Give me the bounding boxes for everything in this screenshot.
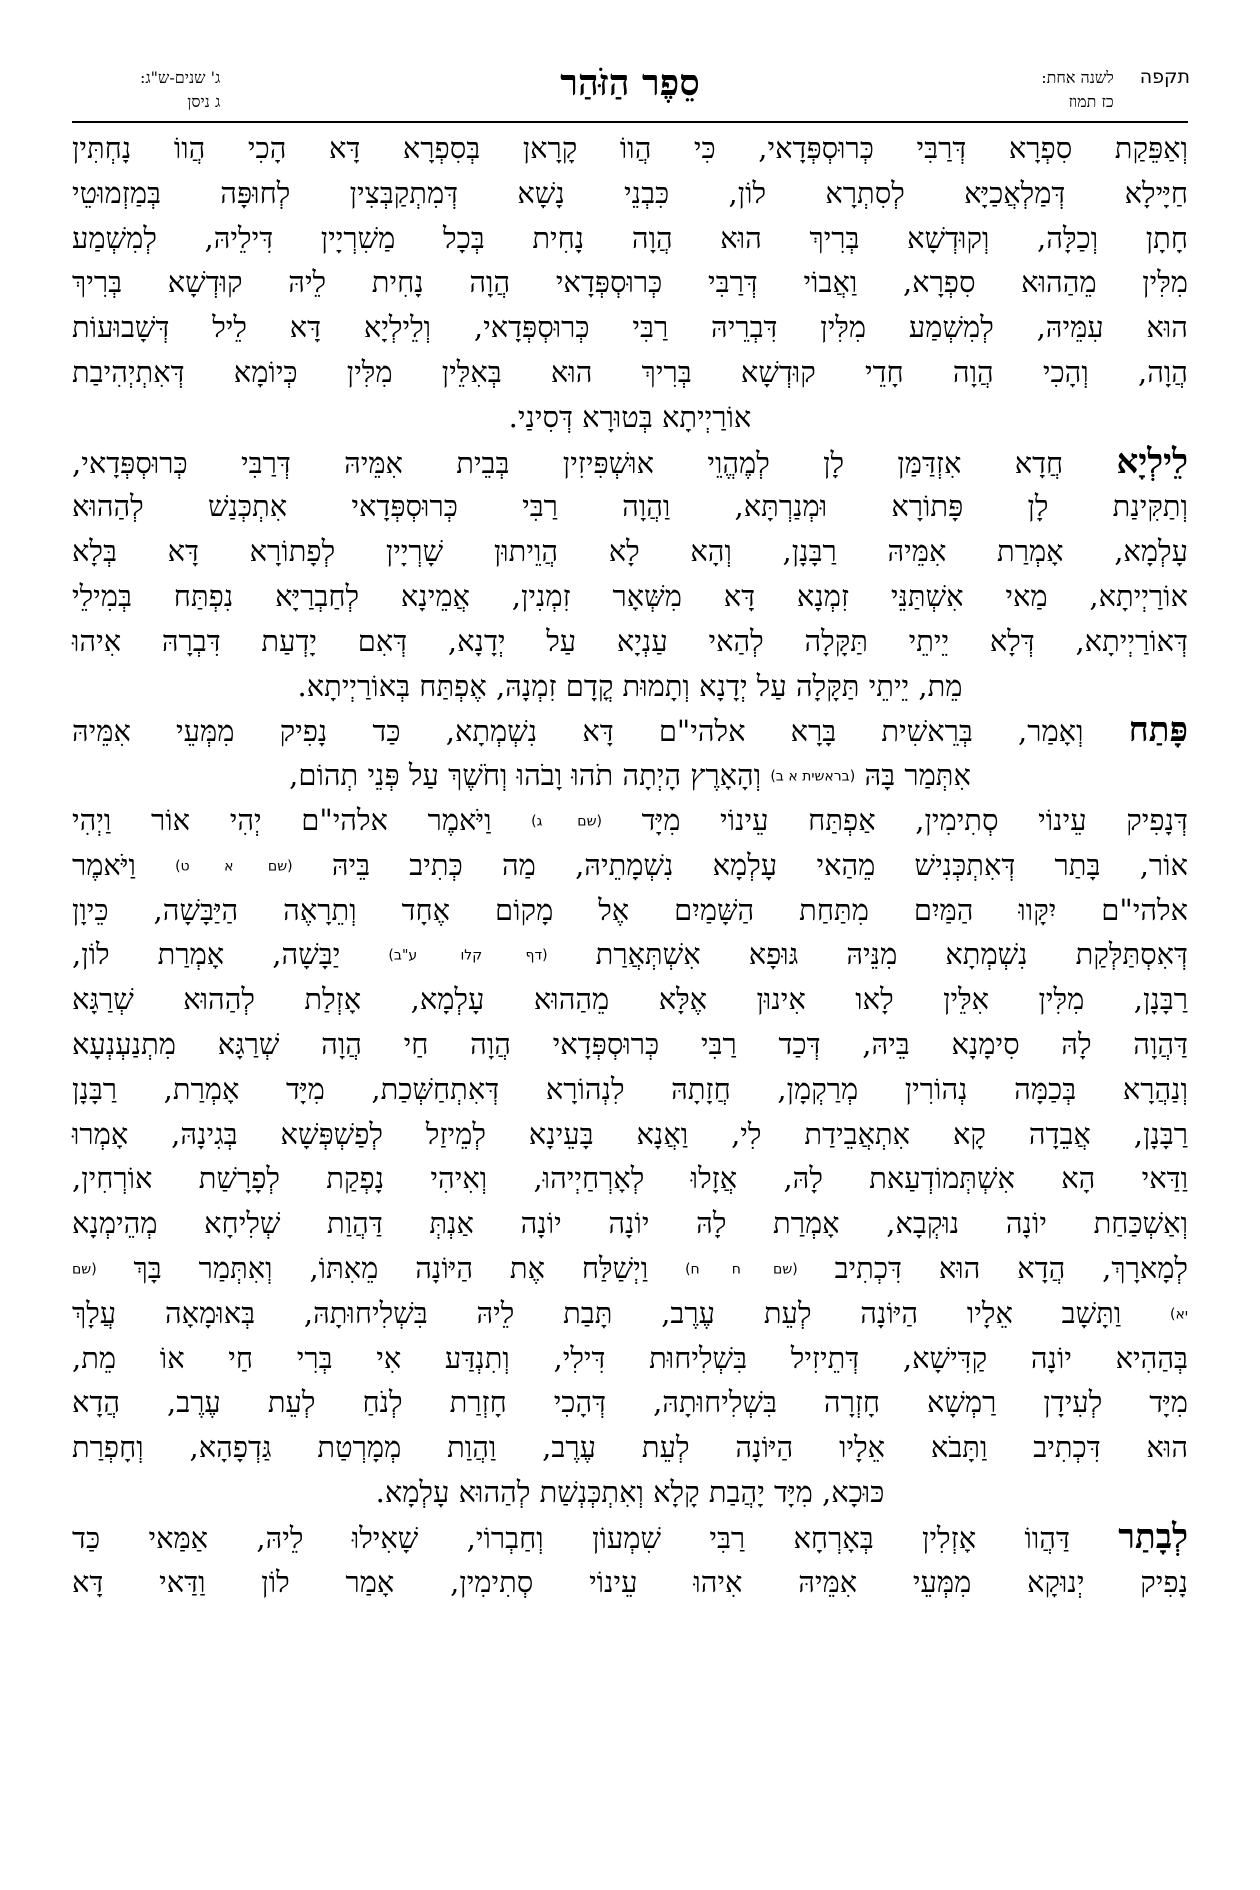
paragraph-opening-word: פָּתַח xyxy=(1128,710,1188,751)
text-line xyxy=(72,1336,1188,1381)
line-text: לְמָארָךְ, הֲדָא הוּא דִּכְתִיב xyxy=(797,1250,1188,1285)
tikufa-label: תקפה xyxy=(1139,66,1190,88)
text-line xyxy=(72,619,1188,664)
line-text: בְּהַהִיא יוֹנָה קַדִּישָׁא, דְּתֵיזִיל בִּשְׁלִיחוּת דִּילִי, וְתִנְדַּע אִי בְּרִי חַי אוֹ מֵת, xyxy=(72,1340,1188,1375)
text-line xyxy=(72,1560,1188,1605)
one-year-date: כז תמוז xyxy=(1068,92,1114,111)
scripture-reference: (דף קלו ע"ב) xyxy=(388,947,548,964)
line-text: דְּנָפִיק עֵינוֹי סְתִימִין, אַפְתַּח עֵינוֹי מִיָּד xyxy=(601,802,1188,837)
line-text: וְתַקִּינַת לָן פָּתוֹרָא וּמְנַרְתָּא, וַהֲוָה רַבִּי כְּרוּסְפְּדָאי אִתְכְּנַשׁ לְהַהוּא xyxy=(72,489,1188,524)
text-line xyxy=(72,171,1188,216)
line-text: וַיְשַׁלַּח אֶת הַיּוֹנָה מֵאִתּוֹ, וְאִתְּמַר בָּךְ xyxy=(96,1250,686,1285)
header-right xyxy=(1041,66,1190,114)
line-text: דַּהֲוָה לָהּ סִימָנָא בֵּיהּ, דְּכַד רַבִּי כְּרוּסְפְּדָאי הֲוָה חַי הֲוָה שְׁרַגָּא מִתְנַעְנְעָא xyxy=(72,1026,1188,1061)
text-line xyxy=(72,1022,1188,1067)
line-text: הֲוָה, וְהָכִי הֲוָה חָדֵי קוּדְשָׁא בְּרִיךְ הוּא בְּאִלֵּין מִלִּין כְּיוֹמָא דְּאִתְיְהִיבַת xyxy=(72,354,1188,389)
text-line xyxy=(72,1156,1188,1201)
line-text: רַבָּנָן, מִלִּין אִלֵּין לָאו אִינוּן אֶלָּא מֵהַהוּא עָלְמָא, אָזְלַת לְהַהוּא שְׁרַגָּא xyxy=(72,982,1188,1017)
line-text: וְהָאָרֶץ הָיְתָה תֹהוּ וָבֹהוּ וְחֹשֶׁךְ עַל פְּנֵי תְהוֹם, xyxy=(289,758,771,793)
line-text: עָלְמָא, אָמְרַת אִמֵּיהּ רַבָּנָן, וְהָא לָא הֲוֵיתוּן שָׁרְיָין לְפָתוֹרָא דָּא בְּלָא xyxy=(72,534,1188,569)
text-line xyxy=(72,574,1188,619)
text-line xyxy=(72,1291,1188,1336)
line-text: אוֹרַיְיתָא, מַאי אִשְׁתַּנֵּי זִמְנָא דָּא מִשְּׁאָר זִמְנִין, אֲמֵינָא לְחַבְרַיָּא נִפְתַּח בְּמִילֵי xyxy=(72,578,1188,613)
text-line xyxy=(72,529,1188,574)
text-line xyxy=(72,888,1188,933)
text-line xyxy=(72,395,1188,440)
line-text: וַיֹּאמֶר xyxy=(72,847,176,882)
line-text: דַּהֲווֹ אָזְלִין בְּאָרְחָא רַבִּי שִׁמְעוֹן וְחַבְרוֹי, שָׁאִילוּ לֵיהּ, אַמַּאי כַּד xyxy=(72,1520,1119,1555)
text-line xyxy=(72,350,1188,395)
paragraph-opening-word: לֵילְיָא xyxy=(1116,441,1188,482)
one-year-label: לשנה אחת: xyxy=(1041,68,1114,87)
text-line xyxy=(72,708,1188,753)
line-text: רַבָּנָן, אֲבֵדָה קָא אִתְאֲבֵידַת לִי, וַאֲנָא בָּעֵינָא לְמֵיזַל לְפַשְׁפְּשָׁא בְּגִינָהּ, אָמְרוּ xyxy=(72,1116,1188,1151)
line-text: נָפִיק יְנוּקָא מִמְּעֵי אִמֵּיהּ אִיהוּ עֵינוֹי סְתִימִין, אָמַר לוֹן וַדַּאי דָּא xyxy=(72,1564,1188,1599)
text-line xyxy=(72,260,1188,305)
line-text: מִיָּד לְעִידָן רַמְשָׁא חָזְרָה בִּשְׁלִיחוּתָהּ, דְּהָכִי חָזְרַת לְנֹחַ לְעֵת עֶרֶב, הֲדָא xyxy=(72,1385,1188,1420)
text-line xyxy=(72,305,1188,350)
text-line xyxy=(72,977,1188,1022)
page-header xyxy=(70,62,1190,120)
text-line xyxy=(72,1470,1188,1515)
text-line xyxy=(72,798,1188,843)
header-rule xyxy=(72,121,1188,123)
text-line xyxy=(72,1112,1188,1157)
line-text: דְּאִסְתַּלְּקַת נִשְׁמְתָא מִנֵּיהּ גּוּפָא אִשְׁתְּאֲרַת xyxy=(547,937,1188,972)
line-text: חַיָּילָא דְּמַלְאֲכַיָּא לְסִתְרָא לוֹן, כִּבְנֵי נָשָׁא דְּמִתְקַבְּצִין לְחוּפָּה בְּמַזְמוּטֵי xyxy=(72,175,1188,210)
three-year-schedule xyxy=(140,66,220,114)
line-text: יַבָּשָׁה, אָמְרַת לוֹן, xyxy=(72,937,389,972)
line-text: הוּא עִמֵּיהּ, לְמִשְׁמַע מִלִּין דִּבְרֵיהּ רַבִּי כְּרוּסְפְּדָאי, וְלֵילְיָא דָּא לֵיל דְּשָׁבוּעוֹת xyxy=(72,310,1188,345)
line-text: חֲדָא אִזְדַּמַּן לָן לְמֶהֱוֵי אוּשְׁפִּיזִין בְּבֵית אִמֵּיהּ דְּרַבִּי כְּרוּסְפְּדָאי, xyxy=(72,445,1117,480)
book-title: סֵפֶר הַזֹּהַר xyxy=(560,62,700,104)
line-text: דְּאוֹרַיְיתָא, דְּלָא יֵיתֵי תַּקָּלָה לְהַאי עַנְיָא עַל יְדָנָא, דְּאִם יָדְעַת דִּבְרָהּ אִיהוּ xyxy=(72,623,1188,658)
text-line xyxy=(72,1515,1188,1560)
line-text: הוּא דִּכְתִיב וַתָּבֹא אֵלָיו הַיּוֹנָה לְעֵת עֶרֶב, וַהֲוַת מְמָרְטַת גַּדְפָהָא, וְחָפְרַת xyxy=(72,1430,1188,1465)
line-text: וְאָמַר, בְּרֵאשִׁית בָּרָא אלהי"ם דָּא נִשְׁמְתָא, כַּד נָפִיק מִמְּעֵי אִמֵּיהּ xyxy=(72,714,1129,749)
line-text: וַיֹּאמֶר אלהי"ם יְהִי אוֹר וַיְהִי xyxy=(72,802,532,837)
text-line xyxy=(72,1425,1188,1470)
text-line xyxy=(72,843,1188,888)
line-text: וַדַּאי הָא אִשְׁתְּמוֹדְעַאת לָהּ, אֲזָלוּ לְאָרְחַיְיהוּ, וְאִיהִי נָפְקַת לְפָרָשַׁת אוֹרְחִין, xyxy=(72,1161,1188,1196)
text-line xyxy=(72,440,1188,485)
line-text: מִלִּין מֵהַהוּא סִפְרָא, וַאֲבוֹי דְּרַבִּי כְּרוּסְפְּדָאי הֲוָה נָחִית לֵיהּ קוּדְשָׁא בְּרִיךְ xyxy=(72,265,1188,300)
one-year-schedule xyxy=(1041,66,1114,114)
text-line xyxy=(72,1201,1188,1246)
text-line xyxy=(72,1067,1188,1112)
three-year-date: ג ניסן xyxy=(187,92,221,111)
line-text: חָתָן וְכַלָּה, וְקוּדְשָׁא בְּרִיךְ הוּא הֲוָה נָחִית בְּכָל מַשִׁרְיָין דִּילֵיהּ, לְמִשְׁמַע xyxy=(72,220,1188,255)
three-year-label: ג' שנים-ש"ג: xyxy=(140,68,221,87)
line-text: אלהי"ם יִקָּווּ הַמַּיִם מִתַּחַת הַשָּׁמַיִם אֶל מָקוֹם אֶחָד וְתֵרָאֶה הַיַּבָּשָׁה, כֵּיוָן xyxy=(72,892,1188,927)
paragraph-opening-word: לְבָתַר xyxy=(1118,1516,1188,1557)
text-line xyxy=(72,1246,1188,1291)
text-line xyxy=(72,126,1188,171)
main-text xyxy=(72,126,1188,1604)
line-text: וְאַפֵּקַת סִפְרָא דְּרַבִּי כְּרוּסְפְּדָאי, כִּי הֲווֹ קָרָאן בְּסִפְרָא דָּא הָכִי הֲווֹ נָחְתִּין xyxy=(72,131,1188,165)
text-line xyxy=(72,216,1188,261)
text-line xyxy=(72,664,1188,709)
scripture-reference: (שם א ט) xyxy=(175,858,293,875)
line-text: וַתָּשָׁב אֵלָיו הַיּוֹנָה לְעֵת עֶרֶב, תָּבַת לֵיהּ בִּשְׁלִיחוּתָהּ, בְּאוּמָאָה עֲלָךְ xyxy=(72,1295,1171,1330)
line-text: וְנַהֲרָא בְּכַמָּה נְהוֹרִין מְרַקְמָן, חֲזָתָהּ לִנְהוֹרָא דְּאִתְחַשְּׁכַת, מִיָּד אָמְרַת, רַבָּנָן xyxy=(72,1071,1188,1106)
text-line xyxy=(72,932,1188,977)
text-line xyxy=(72,1380,1188,1425)
scripture-reference: (שם ח ח) xyxy=(685,1261,798,1278)
scripture-reference: (בראשית א ב) xyxy=(770,768,856,785)
line-text: אוֹרַיְיתָא בְּטוּרָא דְּסִינַי. xyxy=(508,399,752,434)
text-line xyxy=(72,753,1188,798)
line-text: מֵת, יֵיתֵי תַּקָּלָה עַל יְדָנָא וְתָמוּת קֳדָם זִמְנָהּ, אֶפְתַּח בְּאוֹרַיְיתָא. xyxy=(297,668,963,703)
line-text: אִתְּמַר בָּהּ xyxy=(855,758,971,793)
scripture-reference: יא) xyxy=(1170,1306,1188,1323)
scripture-reference: (שם ג) xyxy=(531,813,602,830)
line-text: כּוּכָא, מִיָּד יָהֲבַת קָלָא וְאִתְכְּנְשַׁת לְהַהוּא עָלְמָא. xyxy=(375,1474,885,1509)
text-line xyxy=(72,484,1188,529)
scripture-reference: (שם xyxy=(72,1261,97,1278)
line-text: אוֹר, בָּתַר דְּאִתְכְּנִישׁ מֵהַאי עָלְמָא נִשְׁמָתֵיהּ, מַה כְּתִיב בֵּיהּ xyxy=(292,847,1188,882)
line-text: וְאַשְׁכַּחַת יוֹנָה נוּקְבָא, אָמְרַת לָהּ יוֹנָה יוֹנָה אַנְתְּ דַּהֲוַת שְׁלִיחָא מְהֵימְנָא xyxy=(72,1206,1188,1241)
